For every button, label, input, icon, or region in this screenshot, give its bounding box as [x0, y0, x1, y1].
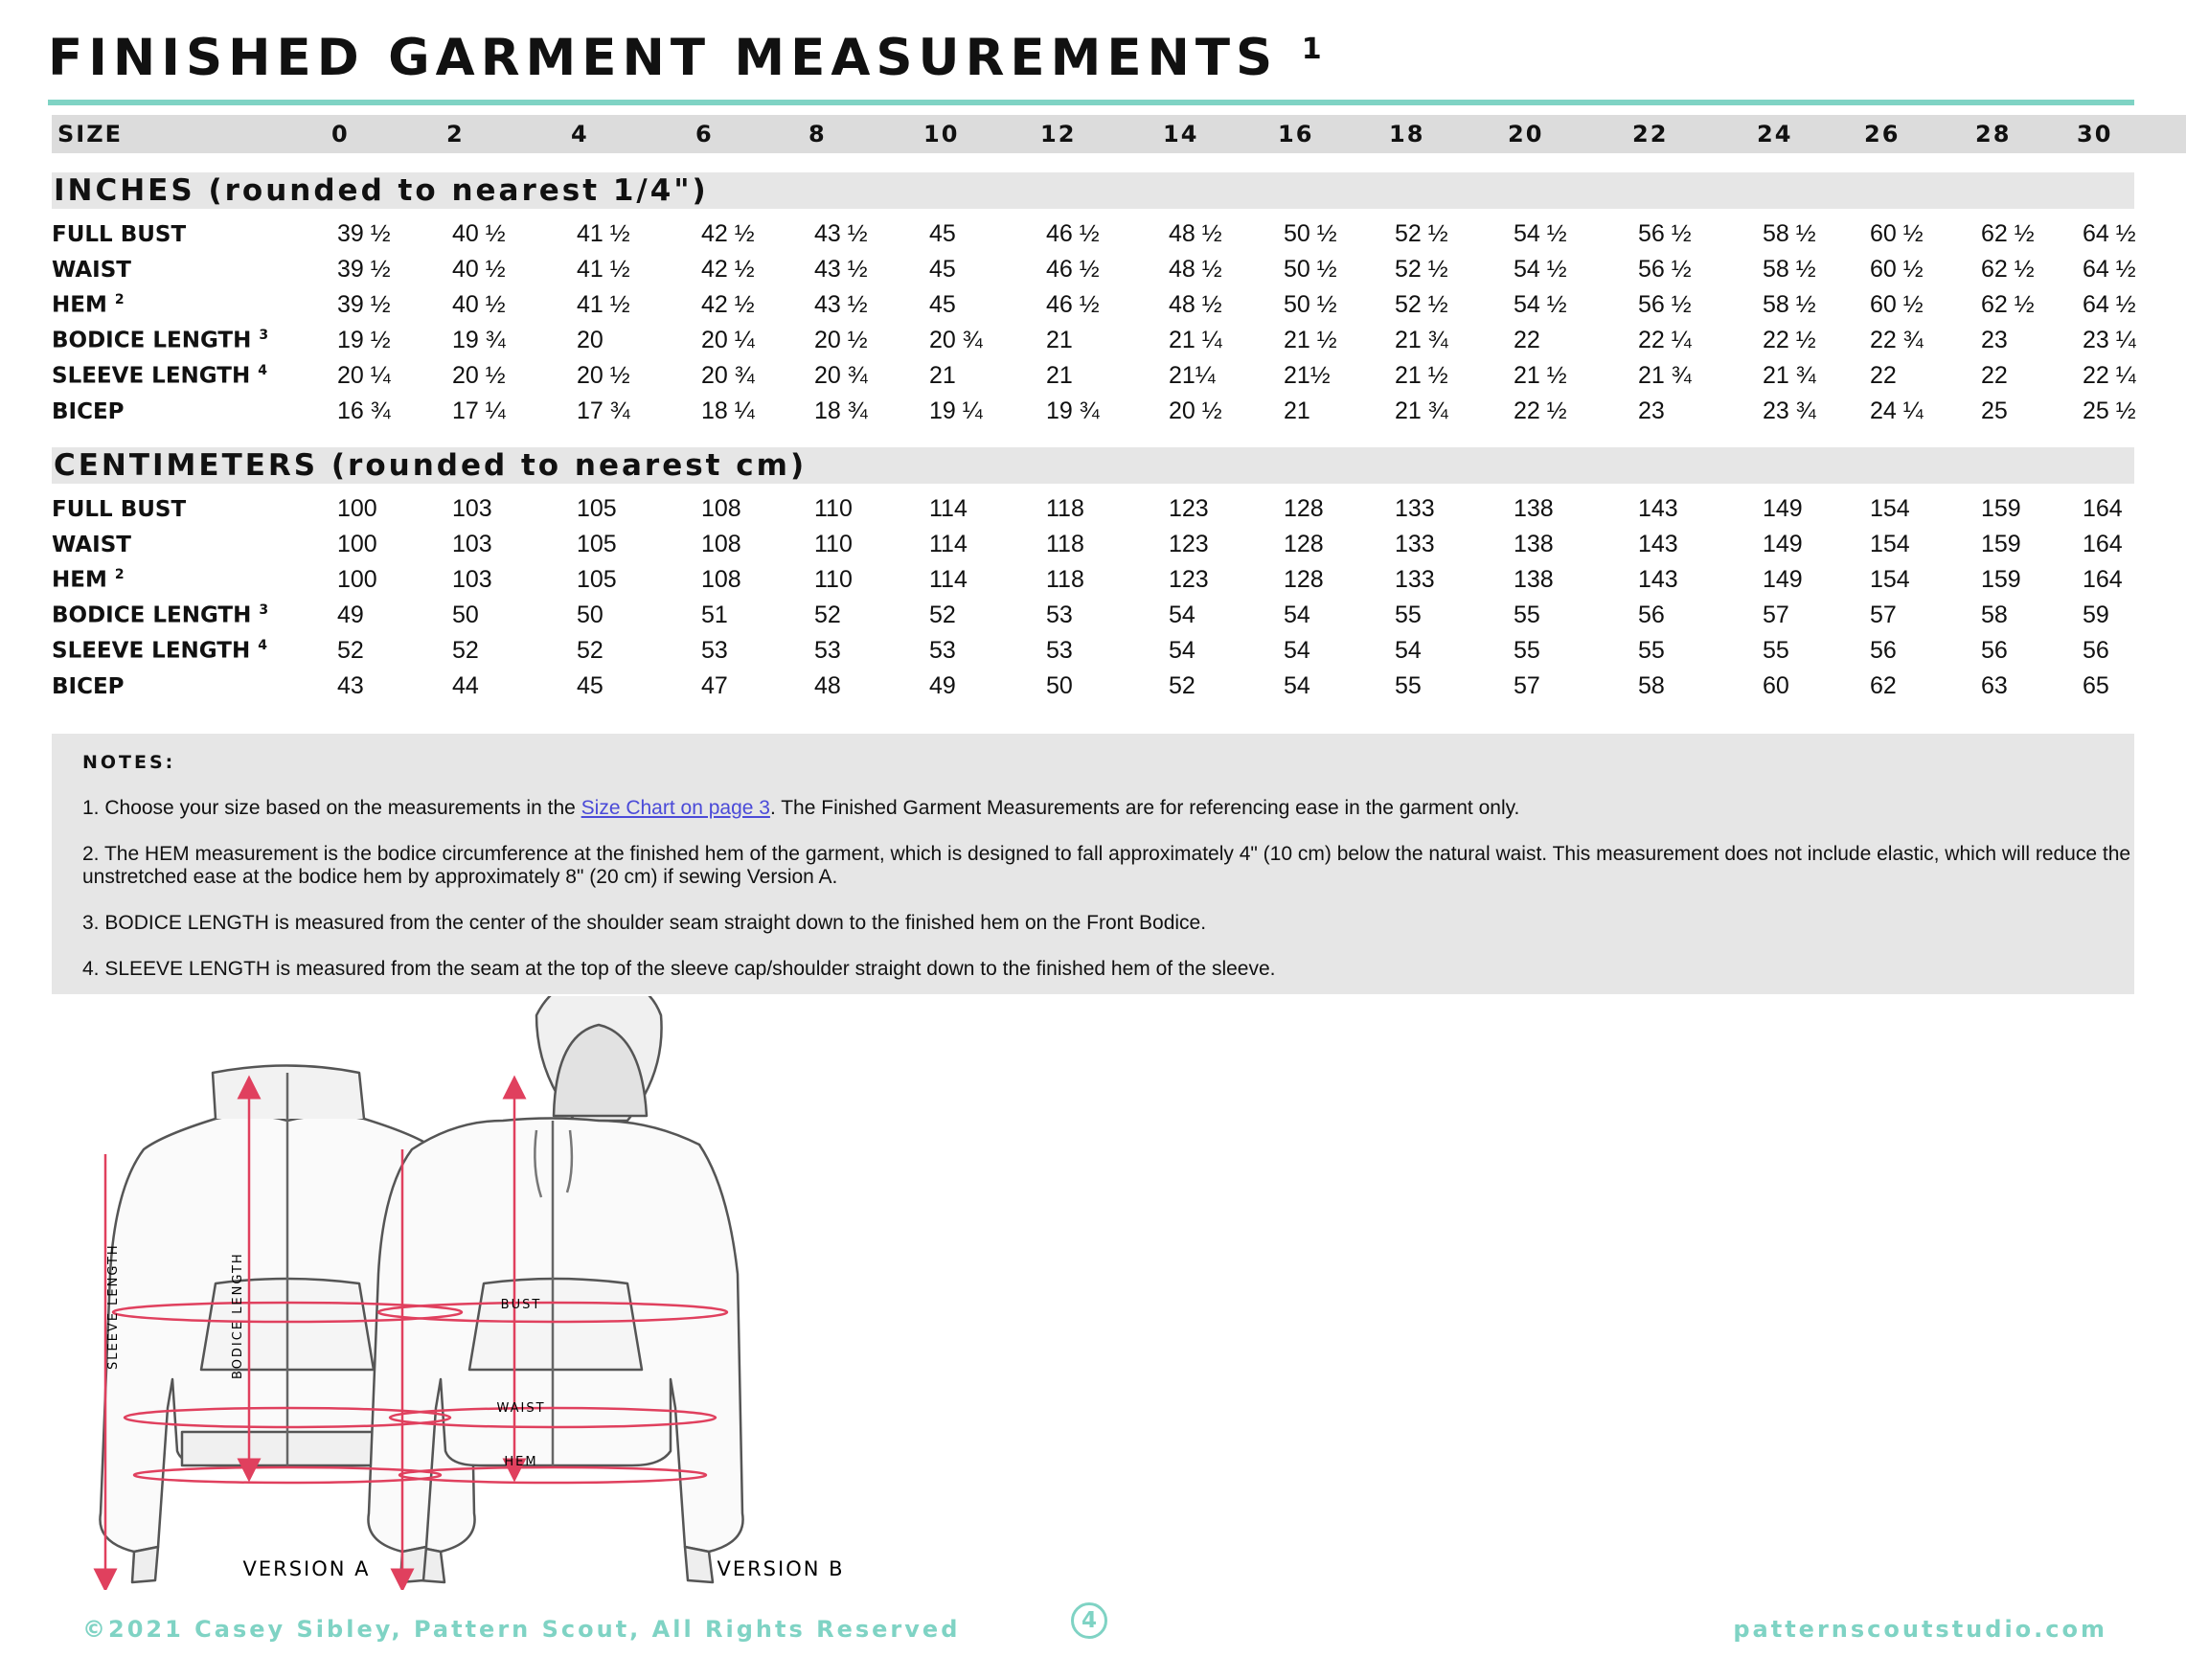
measurement-cell: 54	[1395, 637, 1422, 664]
measurement-cell: 16 ¾	[337, 397, 391, 424]
table-row	[52, 598, 2186, 633]
measurement-cell: 138	[1514, 531, 1554, 557]
size-label: SIZE	[57, 121, 124, 148]
measurement-cell: 21 ½	[1395, 362, 1448, 389]
measurement-cell: 62	[1870, 672, 1897, 699]
title-rule	[48, 100, 2134, 105]
measurement-cell: 23	[1981, 327, 2008, 353]
measurement-cell: 118	[1046, 531, 1084, 557]
measurement-cell: 43 ½	[814, 256, 868, 283]
measurement-cell: 114	[929, 531, 968, 557]
measurement-cell: 154	[1870, 531, 1910, 557]
measurement-cell: 118	[1046, 566, 1084, 593]
measurement-cell: 56	[2083, 637, 2109, 664]
measurement-cell: 57	[1763, 602, 1789, 628]
measurement-cell: 60 ½	[1870, 256, 1924, 283]
measurement-cell: 20 ¾	[701, 362, 755, 389]
label-bodice-length: BODICE LENGTH	[231, 1252, 245, 1379]
row-label: SLEEVE LENGTH $^4$	[52, 363, 267, 389]
label-waist: WAIST	[496, 1401, 546, 1416]
measurement-cell: 154	[1870, 495, 1910, 522]
measurement-cell: 20 ¼	[701, 327, 755, 353]
size-header-cell: 28	[1975, 121, 2012, 148]
measurement-cell: 64 ½	[2083, 256, 2136, 283]
measurement-cell: 20 ½	[814, 327, 868, 353]
measurement-cell: 39 ½	[337, 220, 391, 247]
measurement-cell: 50 ½	[1284, 220, 1337, 247]
measurement-cell: 52	[452, 637, 479, 664]
measurement-cell: 21	[929, 362, 956, 389]
row-label: BICEP	[52, 398, 125, 424]
measurement-cell: 52 ½	[1395, 256, 1448, 283]
measurement-cell: 56 ½	[1638, 256, 1692, 283]
measurement-cell: 118	[1046, 495, 1084, 522]
size-header-cell: 30	[2077, 121, 2113, 148]
measurement-cell: 108	[701, 495, 741, 522]
measurement-cell: 21	[1046, 362, 1073, 389]
measurement-cell: 45	[929, 291, 956, 318]
measurement-cell: 21	[1046, 327, 1073, 353]
measurement-cell: 105	[577, 566, 617, 593]
measurement-cell: 49	[337, 602, 364, 628]
note-3: 3. BODICE LENGTH is measured from the center of the shoulder seam straight down to the finished hem on the Front Bodice.	[82, 912, 1207, 934]
measurement-cell: 60 ½	[1870, 291, 1924, 318]
measurement-cell: 105	[577, 531, 617, 557]
measurement-cell: 53	[1046, 602, 1073, 628]
measurement-cell: 22 ½	[1514, 397, 1567, 424]
measurement-cell: 110	[814, 495, 853, 522]
measurement-cell: 48	[814, 672, 841, 699]
measurement-cell: 20 ¼	[337, 362, 391, 389]
measurement-cell: 40 ½	[452, 220, 506, 247]
measurement-cell: 45	[929, 220, 956, 247]
table-row	[52, 323, 2186, 358]
inches-table	[52, 216, 2186, 429]
measurement-cell: 103	[452, 531, 492, 557]
measurement-cell: 17 ¾	[577, 397, 630, 424]
measurement-cell: 21¼	[1169, 362, 1216, 389]
measurement-cell: 39 ½	[337, 256, 391, 283]
measurement-cell: 46 ½	[1046, 220, 1100, 247]
measurement-cell: 20 ½	[452, 362, 506, 389]
measurement-cell: 55	[1638, 637, 1665, 664]
measurement-cell: 40 ½	[452, 256, 506, 283]
label-version-a: VERSION A	[242, 1557, 371, 1580]
measurement-cell: 64 ½	[2083, 220, 2136, 247]
measurement-cell: 53	[1046, 637, 1073, 664]
measurement-cell: 53	[814, 637, 841, 664]
notes-heading: NOTES:	[82, 752, 176, 773]
measurement-cell: 123	[1169, 495, 1209, 522]
measurement-cell: 22 ½	[1763, 327, 1816, 353]
measurement-cell: 58 ½	[1763, 220, 1816, 247]
measurement-cell: 154	[1870, 566, 1910, 593]
measurement-cell: 52	[337, 637, 364, 664]
measurement-cell: 44	[452, 672, 479, 699]
measurement-cell: 22 ¾	[1870, 327, 1924, 353]
measurement-cell: 58 ½	[1763, 291, 1816, 318]
measurement-cell: 22	[1514, 327, 1540, 353]
measurement-cell: 46 ½	[1046, 291, 1100, 318]
row-label: SLEEVE LENGTH $^4$	[52, 638, 267, 664]
measurement-cell: 59	[2083, 602, 2109, 628]
measurement-cell: 25	[1981, 397, 2008, 424]
measurement-cell: 60 ½	[1870, 220, 1924, 247]
measurement-cell: 48 ½	[1169, 256, 1222, 283]
website-link[interactable]: patternscoutstudio.com	[1733, 1616, 2107, 1643]
measurement-cell: 128	[1284, 495, 1324, 522]
measurement-cell: 57	[1870, 602, 1897, 628]
measurement-cell: 149	[1763, 566, 1803, 593]
measurement-cell: 22	[1870, 362, 1897, 389]
measurement-cell: 54 ½	[1514, 220, 1567, 247]
size-header-row	[52, 115, 2186, 153]
measurement-cell: 43 ½	[814, 220, 868, 247]
measurement-cell: 103	[452, 495, 492, 522]
table-row	[52, 633, 2186, 669]
measurement-cell: 23 ¾	[1763, 397, 1816, 424]
row-label: BODICE LENGTH $^3$	[52, 602, 269, 628]
measurement-cell: 133	[1395, 495, 1435, 522]
measurement-cell: 110	[814, 531, 853, 557]
size-header-cell: 0	[331, 121, 350, 148]
measurement-cell: 52 ½	[1395, 220, 1448, 247]
measurement-cell: 62 ½	[1981, 220, 2035, 247]
measurement-cell: 45	[577, 672, 603, 699]
measurement-cell: 18 ¾	[814, 397, 868, 424]
measurement-cell: 138	[1514, 566, 1554, 593]
size-header-cell: 4	[571, 121, 589, 148]
size-header-cell: 8	[808, 121, 827, 148]
measurement-cell: 50 ½	[1284, 291, 1337, 318]
inches-heading: INCHES (rounded to nearest 1/4")	[52, 172, 2134, 209]
notes-panel	[52, 734, 2134, 994]
measurement-cell: 133	[1395, 566, 1435, 593]
size-header-cell: 2	[446, 121, 465, 148]
measurement-cell: 21 ¾	[1395, 327, 1448, 353]
measurement-cell: 108	[701, 531, 741, 557]
measurement-cell: 52	[577, 637, 603, 664]
measurement-cell: 56	[1870, 637, 1897, 664]
measurement-cell: 62 ½	[1981, 256, 2035, 283]
row-label: HEM $^2$	[52, 292, 125, 318]
note-2: 2. The HEM measurement is the bodice circumference at the finished hem of the garment, which is designed to fall approximately 4" (10 cm) below the natural waist. This measurement does not include elastic, which will reduce the unstretched ease at the bodice hem by approximately 8" (20 cm) if sewing Version A.	[82, 843, 2131, 888]
measurement-cell: 55	[1395, 602, 1422, 628]
measurement-cell: 55	[1514, 637, 1540, 664]
measurement-cell: 39 ½	[337, 291, 391, 318]
size-header-cell: 26	[1864, 121, 1901, 148]
measurement-cell: 60	[1763, 672, 1789, 699]
page-title-text: FINISHED GARMENT MEASUREMENTS	[48, 29, 1279, 87]
measurement-cell: 49	[929, 672, 956, 699]
measurement-cell: 42 ½	[701, 220, 755, 247]
row-label: BODICE LENGTH $^3$	[52, 328, 269, 353]
measurement-cell: 41 ½	[577, 220, 630, 247]
row-label: HEM $^2$	[52, 567, 125, 593]
measurement-cell: 24 ¼	[1870, 397, 1924, 424]
table-row	[52, 358, 2186, 394]
measurement-cell: 17 ¼	[452, 397, 506, 424]
measurement-cell: 56 ½	[1638, 291, 1692, 318]
measurement-cell: 149	[1763, 531, 1803, 557]
size-header-cell: 24	[1757, 121, 1793, 148]
centimeters-table	[52, 491, 2186, 704]
measurement-cell: 20 ½	[1169, 397, 1222, 424]
measurement-cell: 48 ½	[1169, 291, 1222, 318]
measurement-cell: 100	[337, 566, 377, 593]
table-row	[52, 562, 2186, 598]
measurement-cell: 20 ¾	[814, 362, 868, 389]
measurement-cell: 45	[929, 256, 956, 283]
measurement-cell: 21 ¾	[1763, 362, 1816, 389]
size-header-table	[52, 115, 2186, 153]
note-4: 4. SLEEVE LENGTH is measured from the seam at the top of the sleeve cap/shoulder straight down to the finished hem of the sleeve.	[82, 958, 1276, 980]
size-header-cell: 16	[1278, 121, 1314, 148]
measurement-cell: 50	[1046, 672, 1073, 699]
size-header-cell: 12	[1040, 121, 1077, 148]
copyright: ©2021 Casey Sibley, Pattern Scout, All Rights Reserved	[82, 1616, 961, 1643]
measurement-cell: 54	[1284, 672, 1310, 699]
measurement-cell: 55	[1514, 602, 1540, 628]
measurement-cell: 47	[701, 672, 728, 699]
row-label: FULL BUST	[52, 221, 187, 247]
measurement-cell: 114	[929, 495, 968, 522]
table-row	[52, 491, 2186, 527]
measurement-cell: 21 ¾	[1638, 362, 1692, 389]
measurement-cell: 55	[1395, 672, 1422, 699]
table-row	[52, 394, 2186, 429]
measurement-cell: 110	[814, 566, 853, 593]
measurement-cell: 56 ½	[1638, 220, 1692, 247]
measurement-cell: 128	[1284, 566, 1324, 593]
measurement-cell: 50	[452, 602, 479, 628]
table-row	[52, 252, 2186, 287]
measurement-cell: 53	[929, 637, 956, 664]
measurement-cell: 21 ½	[1284, 327, 1337, 353]
measurement-cell: 52	[814, 602, 841, 628]
measurement-cell: 51	[701, 602, 728, 628]
measurement-cell: 56	[1981, 637, 2008, 664]
measurement-cell: 22 ¼	[2083, 362, 2136, 389]
measurement-cell: 54 ½	[1514, 291, 1567, 318]
measurement-cell: 55	[1763, 637, 1789, 664]
measurement-cell: 58	[1981, 602, 2008, 628]
measurement-cell: 54	[1169, 637, 1195, 664]
page-title	[48, 29, 1322, 87]
measurement-cell: 123	[1169, 531, 1209, 557]
measurement-cell: 123	[1169, 566, 1209, 593]
measurement-cell: 41 ½	[577, 291, 630, 318]
measurement-cell: 54 ½	[1514, 256, 1567, 283]
measurement-cell: 159	[1981, 531, 2021, 557]
measurement-cell: 54	[1284, 602, 1310, 628]
measurement-cell: 21 ¾	[1395, 397, 1448, 424]
measurement-cell: 40 ½	[452, 291, 506, 318]
measurement-cell: 149	[1763, 495, 1803, 522]
measurement-cell: 128	[1284, 531, 1324, 557]
row-label: WAIST	[52, 532, 131, 557]
measurement-cell: 164	[2083, 531, 2123, 557]
measurement-cell: 50 ½	[1284, 256, 1337, 283]
measurement-cell: 133	[1395, 531, 1435, 557]
measurement-cell: 20	[577, 327, 603, 353]
measurement-cell: 58	[1638, 672, 1665, 699]
measurement-cell: 57	[1514, 672, 1540, 699]
measurement-cell: 43	[337, 672, 364, 699]
title-footnote: 1	[1301, 33, 1322, 66]
size-header-cell: 22	[1632, 121, 1669, 148]
label-version-b: VERSION B	[717, 1557, 845, 1580]
measurement-cell: 19 ½	[337, 327, 391, 353]
measurement-cell: 52	[1169, 672, 1195, 699]
row-label: FULL BUST	[52, 496, 187, 522]
measurement-cell: 143	[1638, 566, 1678, 593]
garment-illustration	[77, 996, 996, 1590]
measurement-cell: 22	[1981, 362, 2008, 389]
table-row	[52, 216, 2186, 252]
measurement-cell: 42 ½	[701, 256, 755, 283]
measurement-cell: 46 ½	[1046, 256, 1100, 283]
measurement-cell: 42 ½	[701, 291, 755, 318]
measurement-cell: 164	[2083, 495, 2123, 522]
measurement-cell: 143	[1638, 531, 1678, 557]
measurement-cell: 159	[1981, 495, 2021, 522]
centimeters-heading: CENTIMETERS (rounded to nearest cm)	[52, 447, 2134, 484]
size-header-cell: 18	[1389, 121, 1425, 148]
measurement-cell: 21 ½	[1514, 362, 1567, 389]
measurement-cell: 52 ½	[1395, 291, 1448, 318]
measurement-cell: 25 ½	[2083, 397, 2136, 424]
size-header-cell: 10	[923, 121, 960, 148]
measurement-cell: 138	[1514, 495, 1554, 522]
jacket-version-b	[368, 996, 742, 1582]
measurement-cell: 114	[929, 566, 968, 593]
measurement-cell: 19 ¾	[1046, 397, 1100, 424]
measurement-cell: 56	[1638, 602, 1665, 628]
size-header-cell: 6	[695, 121, 714, 148]
row-label: BICEP	[52, 673, 125, 699]
measurement-cell: 19 ¾	[452, 327, 506, 353]
measurement-cell: 105	[577, 495, 617, 522]
measurement-cell: 23	[1638, 397, 1665, 424]
measurement-cell: 41 ½	[577, 256, 630, 283]
measurement-cell: 100	[337, 495, 377, 522]
measurement-cell: 63	[1981, 672, 2008, 699]
measurement-cell: 64 ½	[2083, 291, 2136, 318]
size-header-cell: 20	[1508, 121, 1544, 148]
measurement-cell: 58 ½	[1763, 256, 1816, 283]
size-chart-link[interactable]: Size Chart on page 3	[581, 797, 770, 819]
label-bust: BUST	[500, 1298, 542, 1312]
measurement-cell: 164	[2083, 566, 2123, 593]
label-sleeve-length: SLEEVE LENGTH	[106, 1243, 121, 1370]
measurement-cell: 21 ¼	[1169, 327, 1222, 353]
measurement-cell: 43 ½	[814, 291, 868, 318]
measurement-cell: 108	[701, 566, 741, 593]
measurement-cell: 19 ¼	[929, 397, 983, 424]
label-hem: HEM	[504, 1455, 538, 1469]
measurement-cell: 143	[1638, 495, 1678, 522]
measurement-cell: 20 ½	[577, 362, 630, 389]
measurement-cell: 50	[577, 602, 603, 628]
row-label: WAIST	[52, 257, 131, 283]
table-row	[52, 287, 2186, 323]
measurement-cell: 103	[452, 566, 492, 593]
measurement-cell: 48 ½	[1169, 220, 1222, 247]
size-header-cell: 14	[1163, 121, 1199, 148]
measurement-cell: 100	[337, 531, 377, 557]
measurement-cell: 22 ¼	[1638, 327, 1692, 353]
measurement-cell: 54	[1169, 602, 1195, 628]
measurement-cell: 18 ¼	[701, 397, 755, 424]
measurement-cell: 21½	[1284, 362, 1331, 389]
measurement-cell: 23 ¼	[2083, 327, 2136, 353]
measurement-cell: 52	[929, 602, 956, 628]
measurement-cell: 62 ½	[1981, 291, 2035, 318]
table-row	[52, 527, 2186, 562]
measurement-cell: 21	[1284, 397, 1310, 424]
measurement-cell: 53	[701, 637, 728, 664]
note-1: 1. Choose your size based on the measurements in the Size Chart on page 3. The Finished Garment Measurements are for referencing ease in the garment only.	[82, 797, 1520, 819]
measurement-cell: 20 ¾	[929, 327, 983, 353]
measurement-cell: 54	[1284, 637, 1310, 664]
table-row	[52, 669, 2186, 704]
measurement-cell: 159	[1981, 566, 2021, 593]
page-number: 4	[1071, 1602, 1107, 1639]
measurement-cell: 65	[2083, 672, 2109, 699]
